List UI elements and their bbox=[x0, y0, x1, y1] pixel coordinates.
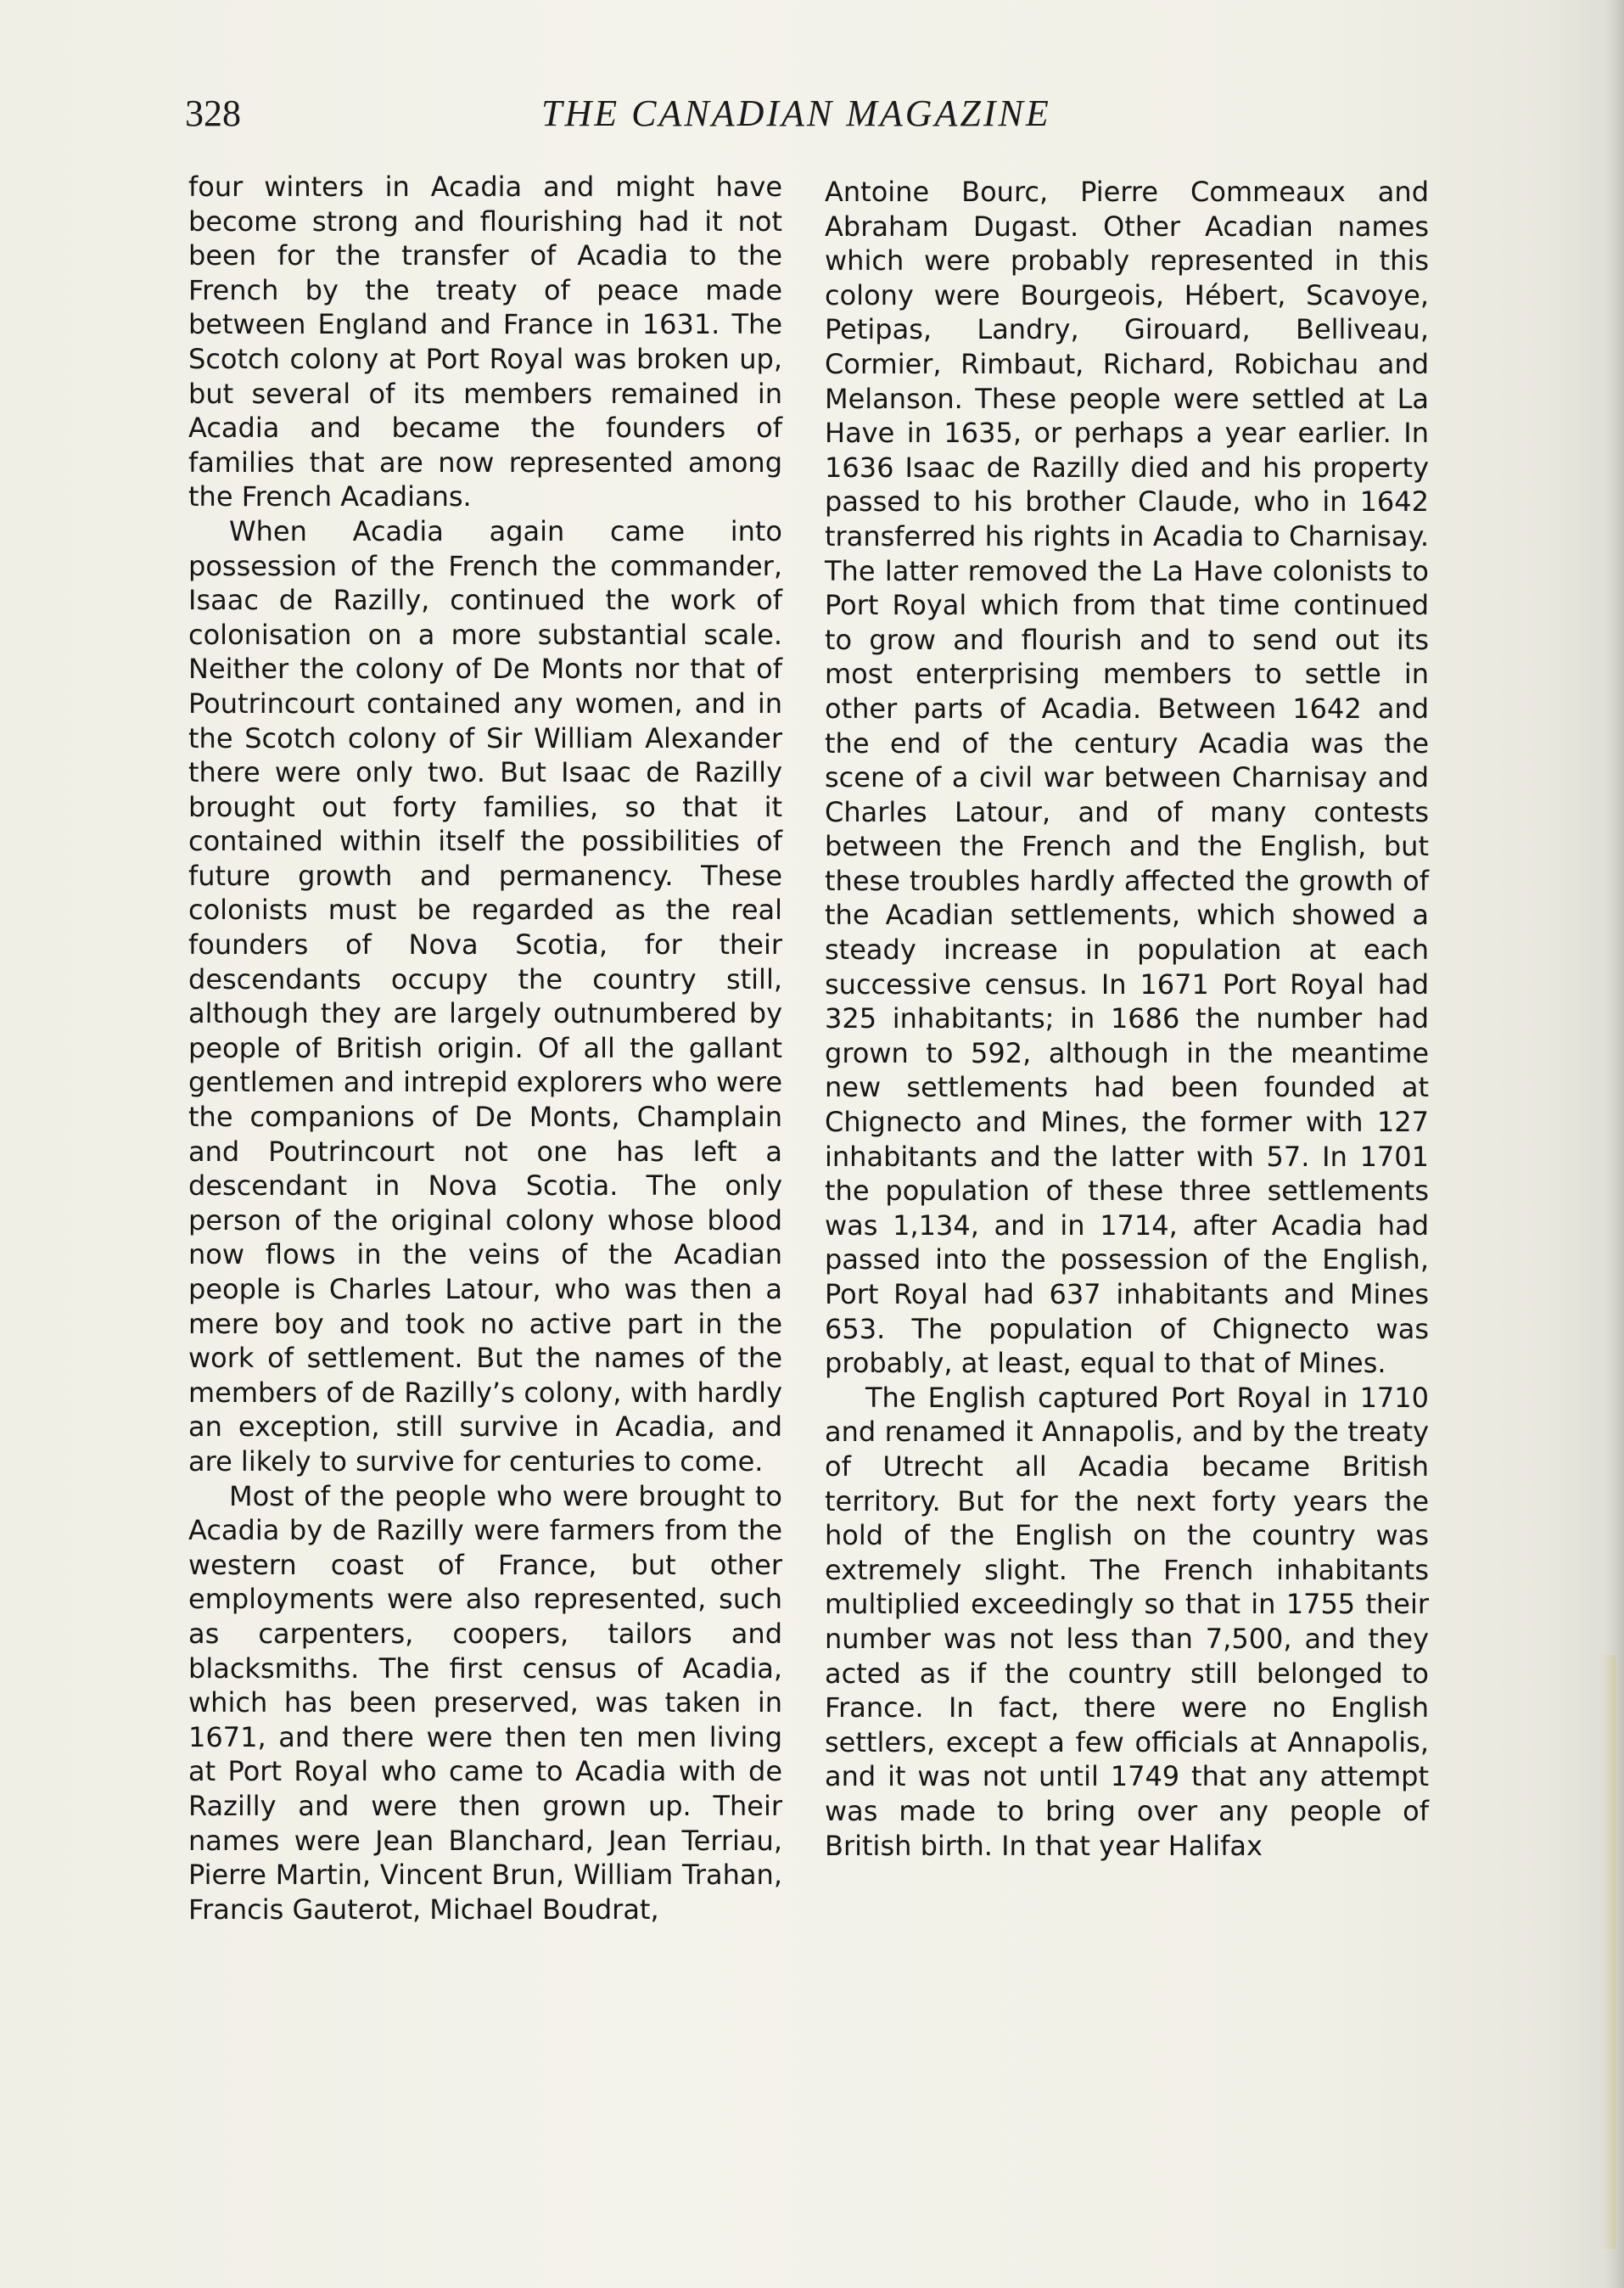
running-title: THE CANADIAN MAGAZINE bbox=[541, 93, 1051, 134]
right-column bbox=[825, 175, 1429, 1863]
left-paragraph-1: four winters in Acadia and might have become strong and flourishing had it not been for the transfer of Acadia to the French by the treaty of peace made between England and France in 1631. The Scotch colony at Port Royal was broken up, but several of its members remained in Acadia and became the founders of families that are now represented among the French Acadians. bbox=[188, 171, 782, 513]
left-paragraph-3: Most of the people who were brought to Acadia by de Razilly were farmers from the western coast of France, but other employments were also represented, such as carpenters, coopers, tailors and blacksmiths. The first census of Acadia, which has been preserved, was taken in 1671, and there were then ten men living at Port Royal who came to Acadia with de Razilly and were then grown up. Their names were Jean Blanchard, Jean Terriau, Pierre Martin, Vincent Brun, William Trahan, Francis Gauterot, Michael Boudrat, bbox=[188, 1479, 782, 1926]
page-number: 328 bbox=[185, 93, 241, 134]
right-paragraph-2: The English captured Port Royal in 1710 and renamed it Annapolis, and by the treaty of Utrecht all Acadia became British territory. But for the next forty years the hold of the English on the country was extremely slight. The French inhabitants multiplied exceedingly so that in 1755 their number was not less than 7,500, and they acted as if the country still belonged to France. In fact, there were no English settlers, except a few officials at Annapolis, and it was not until 1749 that any attempt was made to bring over any people of British birth. In that year Halifax bbox=[825, 1381, 1429, 1862]
page-edge-shadow bbox=[1605, 0, 1624, 2288]
left-paragraph-2: When Acadia again came into possession of the French the commander, Isaac de Razilly, continued the work of colonisation on a more substantial scale. Neither the colony of De Monts nor that of Poutrincourt contained any women, and in the Scotch colony of Sir William Alexander there were only two. But Isaac de Razilly brought out forty families, so that it contained within itself the possibilities of future growth and permanency. These colonists must be regarded as the real founders of Nova Scotia, for their descendants occupy the country still, although they are largely outnumbered by people of British origin. Of all the gallant gentlemen and intrepid explorers who were the companions of De Monts, Champlain and Poutrincourt not one has left a descendant in Nova Scotia. The only person of the original colony whose blood now flows in the veins of the Acadian people is Charles Latour, who was then a mere boy and took no active part in the work of settlement. But the names of the members of de Razilly’s colony, with hardly an exception, still survive in Acadia, and are likely to survive for centuries to come. bbox=[188, 514, 782, 1478]
left-column bbox=[188, 170, 782, 1926]
page-header bbox=[185, 92, 1432, 143]
right-paragraph-1: Antoine Bourc, Pierre Commeaux and Abraham Dugast. Other Acadian names which were probably represented in this colony were Bourgeois, Hébert, Scavoye, Petipas, Landry, Girouard, Belliveau, Cormier, Rimbaut, Richard, Robichau and Melanson. These people were settled at La Have in 1635, or perhaps a year earlier. In 1636 Isaac de Razilly died and his property passed to his brother Claude, who in 1642 transferred his rights in Acadia to Charnisay. The latter removed the La Have colonists to Port Royal which from that time continued to grow and flourish and to send out its most enterprising members to settle in other parts of Acadia. Between 1642 and the end of the century Acadia was the scene of a civil war between Charnisay and Charles Latour, and of many contests between the French and the English, but these troubles hardly affected the growth of the Acadian settlements, which showed a steady increase in population at each successive census. In 1671 Port Royal had 325 inhabitants; in 1686 the number had grown to 592, although in the meantime new settlements had been founded at Chignecto and Mines, the former with 127 inhabitants and the latter with 57. In 1701 the population of these three settlements was 1,134, and in 1714, after Acadia had passed into the possession of the English, Port Royal had 637 inhabitants and Mines 653. The population of Chignecto was probably, at least, equal to that of Mines. bbox=[825, 176, 1429, 1380]
